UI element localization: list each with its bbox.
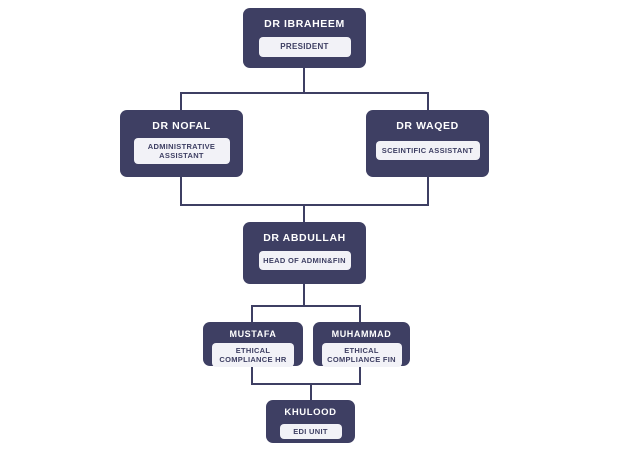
org-node-nofal[interactable] xyxy=(120,110,243,177)
org-node-title: KHULOOD xyxy=(284,407,337,418)
org-node-role: EDI UNIT xyxy=(280,424,342,439)
org-node-waqed[interactable] xyxy=(366,110,489,177)
connector-bus-to-waqed xyxy=(427,92,429,111)
connector-president-stem xyxy=(303,68,305,93)
org-node-title: DR WAQED xyxy=(396,120,459,132)
org-node-role: SCEINTIFIC ASSISTANT xyxy=(376,141,480,160)
connector-tier1-bus xyxy=(180,92,428,94)
connector-bus-to-khulood xyxy=(310,383,312,401)
org-node-title: MUHAMMAD xyxy=(331,329,392,339)
org-node-role: PRESIDENT xyxy=(259,37,351,57)
org-node-title: DR NOFAL xyxy=(152,120,211,132)
connector-tier4-bus xyxy=(251,383,361,385)
connector-abdullah-stem xyxy=(303,284,305,306)
org-node-title: DR ABDULLAH xyxy=(263,232,346,244)
connector-bus-to-mustafa xyxy=(251,305,253,323)
connector-bus-to-nofal xyxy=(180,92,182,111)
connector-mustafa-stem xyxy=(251,366,253,384)
connector-waqed-stem xyxy=(427,177,429,205)
org-node-title: MUSTAFA xyxy=(229,329,277,339)
org-node-role: ETHICAL COMPLIANCE FIN xyxy=(322,343,402,367)
org-node-president[interactable] xyxy=(243,8,366,68)
org-node-khulood[interactable] xyxy=(266,400,355,443)
connector-muhammad-stem xyxy=(359,366,361,384)
org-node-role: HEAD OF ADMIN&FIN xyxy=(259,251,351,270)
connector-bus-to-abdullah xyxy=(303,204,305,223)
org-node-role: ETHICAL COMPLIANCE HR xyxy=(212,343,294,367)
connector-bus-to-muhammad xyxy=(359,305,361,323)
connector-nofal-stem xyxy=(180,177,182,205)
org-node-role: ADMINISTRATIVE ASSISTANT xyxy=(134,138,230,164)
connector-tier3-bus xyxy=(251,305,361,307)
org-node-mustafa[interactable] xyxy=(203,322,303,366)
org-node-muhammad[interactable] xyxy=(313,322,410,366)
org-node-abdullah[interactable] xyxy=(243,222,366,284)
org-node-title: DR IBRAHEEM xyxy=(264,18,345,30)
